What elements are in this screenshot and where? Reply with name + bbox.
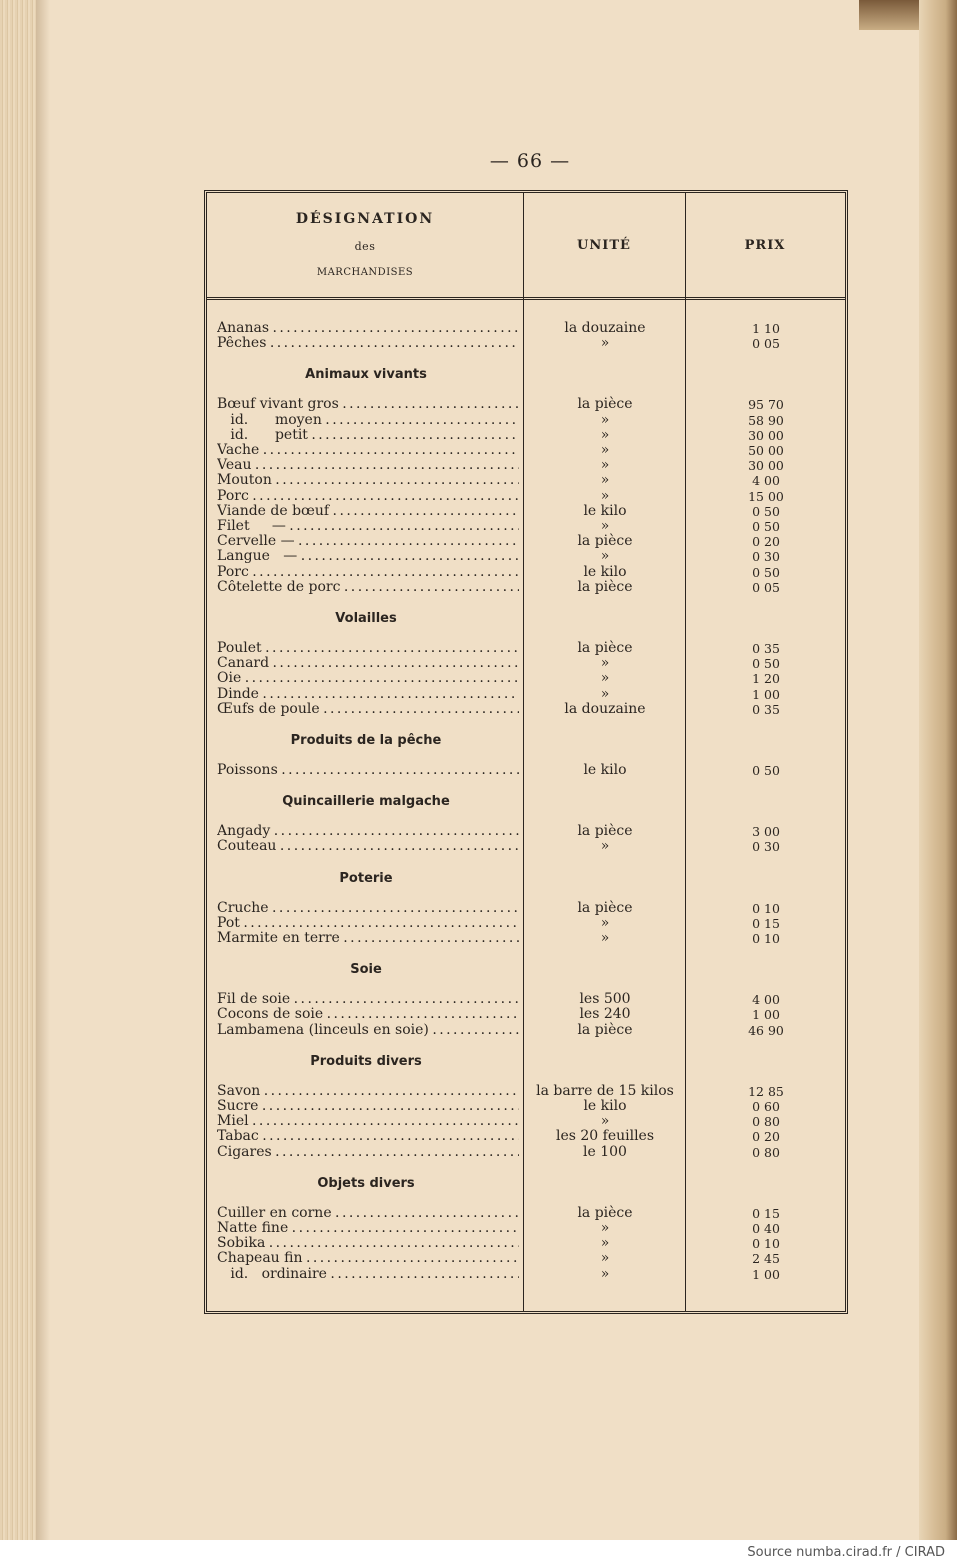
item-unit: le kilo	[583, 762, 627, 778]
item-name: Cocons de soie . . .	[217, 1007, 519, 1022]
header-marchandises: MARCHANDISES	[316, 267, 414, 278]
item-name: Cuiller en corne . . .	[217, 1206, 519, 1221]
item-unit: »	[600, 1250, 610, 1267]
item-unit: »	[600, 472, 610, 489]
item-unit: les 20 feuilles	[555, 1128, 655, 1145]
item-unit: »	[600, 1220, 610, 1236]
item-price: 0 50	[752, 763, 780, 778]
table-row	[207, 702, 845, 717]
table-row	[207, 1251, 845, 1266]
table-row	[207, 489, 845, 504]
item-name: Tabac . . .	[217, 1129, 519, 1144]
item-price: 0 50	[752, 503, 780, 519]
item-name: Cervelle — . . .	[217, 534, 519, 549]
table-row	[207, 839, 845, 854]
item-name: Cruche . . .	[217, 901, 519, 916]
item-price: 30 00	[748, 458, 784, 474]
item-unit: la douzaine	[564, 700, 646, 717]
table-row	[207, 413, 845, 428]
table-row	[207, 1129, 845, 1144]
table-row	[207, 473, 845, 488]
item-name: id. ordinaire . . .	[217, 1267, 519, 1282]
table-row	[207, 504, 845, 519]
section-heading: Animaux vivants	[305, 367, 427, 383]
item-price: 4 00	[752, 992, 780, 1008]
item-name: id. moyen . . .	[217, 413, 519, 428]
item-price: 58 90	[748, 412, 784, 428]
table-row	[207, 1236, 845, 1251]
item-unit: »	[600, 670, 610, 687]
table-row	[207, 443, 845, 458]
table-row	[207, 1007, 845, 1022]
item-price: 3 00	[752, 824, 780, 840]
item-unit: »	[600, 335, 610, 352]
page-number: — 66 —	[489, 150, 571, 172]
item-name: Langue — . . .	[217, 549, 519, 564]
item-name: Oie . . .	[217, 671, 519, 686]
table-row	[207, 901, 845, 916]
item-price: 0 15	[752, 1205, 780, 1221]
table-row	[207, 458, 845, 473]
item-name: Filet — . . .	[217, 519, 519, 534]
section-heading: Volailles	[335, 611, 397, 626]
item-name: Porc . . .	[217, 565, 519, 580]
item-unit: la douzaine	[564, 320, 646, 336]
table-row	[207, 671, 845, 686]
item-unit: »	[600, 426, 610, 443]
item-name: Sobika . . .	[217, 1236, 519, 1251]
price-table	[204, 190, 848, 1314]
item-name: Veau . . .	[217, 458, 519, 473]
table-row	[207, 824, 845, 839]
table-row	[207, 565, 845, 580]
header-des: des	[354, 240, 376, 253]
item-unit: la pièce	[577, 1204, 633, 1221]
item-price: 0 40	[752, 1221, 780, 1236]
item-name: Chapeau fin . . .	[217, 1251, 519, 1266]
table-row	[207, 580, 845, 595]
item-name: Natte fine . . .	[217, 1221, 519, 1236]
item-name: Savon . . .	[217, 1084, 519, 1099]
page-edges-left	[0, 0, 36, 1540]
item-price: 1 00	[752, 1007, 780, 1023]
item-price: 46 90	[748, 1022, 784, 1038]
item-price: 0 30	[752, 549, 780, 565]
item-price: 50 00	[748, 443, 784, 458]
item-unit: la pièce	[577, 533, 633, 550]
item-name: Vache . . .	[217, 443, 519, 458]
table-row	[207, 916, 845, 931]
item-price: 0 80	[752, 1114, 780, 1130]
table-row	[207, 1114, 845, 1129]
item-unit: les 240	[579, 1006, 631, 1023]
item-name: Côtelette de porc . . .	[217, 580, 519, 595]
item-unit: »	[600, 518, 610, 534]
table-row	[207, 1267, 845, 1282]
item-unit: la pièce	[577, 1021, 633, 1038]
item-unit: la pièce	[577, 899, 633, 916]
item-price: 0 05	[752, 579, 780, 595]
table-row	[207, 1099, 845, 1114]
item-price: 0 50	[752, 519, 780, 534]
table-row	[207, 641, 845, 656]
item-unit: le kilo	[583, 563, 627, 580]
item-price: 0 30	[752, 839, 780, 855]
header-rule	[207, 297, 845, 300]
item-unit: la pièce	[577, 640, 633, 656]
item-name: Bœuf vivant gros . . .	[217, 397, 519, 412]
section-heading: Soie	[350, 962, 382, 978]
table-row	[207, 1206, 845, 1221]
item-price: 0 05	[752, 336, 780, 352]
item-unit: »	[600, 838, 610, 855]
item-name: Pot . . .	[217, 916, 519, 931]
table-row	[207, 428, 845, 443]
table-row	[207, 519, 845, 534]
item-price: 30 00	[748, 427, 784, 443]
item-name: Miel . . .	[217, 1114, 519, 1129]
item-price: 0 35	[752, 701, 780, 717]
table-row	[207, 534, 845, 549]
table-row	[207, 656, 845, 671]
section-heading: Produits divers	[310, 1053, 422, 1069]
header-designation: DÉSIGNATION	[295, 211, 435, 227]
section-heading: Produits de la pêche	[290, 733, 442, 748]
table-row	[207, 1023, 845, 1038]
item-price: 95 70	[748, 397, 784, 413]
item-name: Poissons . . .	[217, 763, 519, 778]
item-unit: »	[600, 487, 610, 504]
item-name: Viande de bœuf . . .	[217, 504, 519, 519]
item-price: 2 45	[752, 1251, 780, 1267]
item-price: 1 00	[752, 1266, 780, 1282]
item-name: Œufs de poule . . .	[217, 702, 519, 717]
item-unit: la barre de 15 kilos	[536, 1082, 674, 1099]
item-name: Porc . . .	[217, 489, 519, 504]
item-unit: le kilo	[583, 502, 627, 519]
item-unit: »	[600, 1113, 610, 1130]
item-unit: »	[600, 685, 610, 702]
item-name: Couteau . . .	[217, 839, 519, 854]
table-row	[207, 336, 845, 351]
item-unit: »	[600, 930, 610, 946]
item-unit: le kilo	[583, 1098, 627, 1114]
item-price: 12 85	[748, 1083, 784, 1099]
item-name: Angady . . .	[217, 824, 519, 839]
item-unit: »	[600, 1235, 610, 1252]
item-unit: »	[600, 411, 610, 428]
item-price: 0 10	[752, 1236, 780, 1252]
item-price: 1 20	[752, 671, 780, 687]
item-price: 0 50	[752, 564, 780, 580]
header-unite: UNITÉ	[577, 238, 631, 253]
section-heading: Poterie	[339, 870, 393, 886]
item-price: 0 50	[752, 656, 780, 672]
item-name: Dinde . . .	[217, 687, 519, 702]
source-credit: Source numba.cirad.fr / CIRAD	[747, 1545, 945, 1560]
binding-shadow	[36, 0, 50, 1540]
item-price: 0 10	[752, 931, 780, 946]
item-name: id. petit . . .	[217, 428, 519, 443]
item-price: 0 20	[752, 1129, 780, 1145]
item-price: 0 60	[752, 1099, 780, 1114]
table-row	[207, 397, 845, 412]
item-price: 0 20	[752, 534, 780, 550]
table-row	[207, 321, 845, 336]
item-unit: les 500	[579, 991, 631, 1008]
item-name: Sucre . . .	[217, 1099, 519, 1114]
table-row	[207, 931, 845, 946]
item-name: Canard . . .	[217, 656, 519, 671]
item-name: Fil de soie . . .	[217, 992, 519, 1007]
item-name: Marmite en terre . . .	[217, 931, 519, 946]
item-unit: la pièce	[577, 823, 633, 840]
item-price: 0 80	[752, 1144, 780, 1160]
item-unit: la pièce	[577, 578, 633, 595]
item-unit: »	[600, 914, 610, 931]
item-price: 0 10	[752, 900, 780, 916]
page-edge-right	[919, 0, 957, 1540]
item-name: Mouton . . .	[217, 473, 519, 488]
table-row	[207, 1145, 845, 1160]
item-unit: »	[600, 442, 610, 458]
table-row	[207, 687, 845, 702]
item-unit: la pièce	[577, 396, 633, 413]
item-unit: le 100	[583, 1143, 627, 1160]
item-name: Cigares . . .	[217, 1145, 519, 1160]
table-row	[207, 1221, 845, 1236]
item-name: Poulet . . .	[217, 641, 519, 656]
item-price: 1 10	[752, 321, 780, 336]
item-price: 4 00	[752, 473, 780, 489]
table-row	[207, 763, 845, 778]
table-row	[207, 992, 845, 1007]
item-unit: »	[600, 457, 610, 474]
item-unit: »	[600, 655, 610, 672]
item-price: 0 35	[752, 641, 780, 656]
book-cover-corner	[859, 0, 919, 30]
section-heading: Quincaillerie malgache	[282, 794, 450, 810]
table-row	[207, 549, 845, 564]
item-price: 15 00	[748, 488, 784, 504]
item-price: 1 00	[752, 686, 780, 702]
header-prix: PRIX	[744, 238, 786, 253]
item-name: Pêches . . .	[217, 336, 519, 351]
item-unit: »	[600, 548, 610, 565]
item-price: 0 15	[752, 915, 780, 931]
item-unit: »	[600, 1265, 610, 1282]
item-name: Lambamena (linceuls en soie) . . .	[217, 1023, 519, 1038]
item-name: Ananas . . .	[217, 321, 519, 336]
section-heading: Objets divers	[317, 1175, 415, 1191]
table-row	[207, 1084, 845, 1099]
